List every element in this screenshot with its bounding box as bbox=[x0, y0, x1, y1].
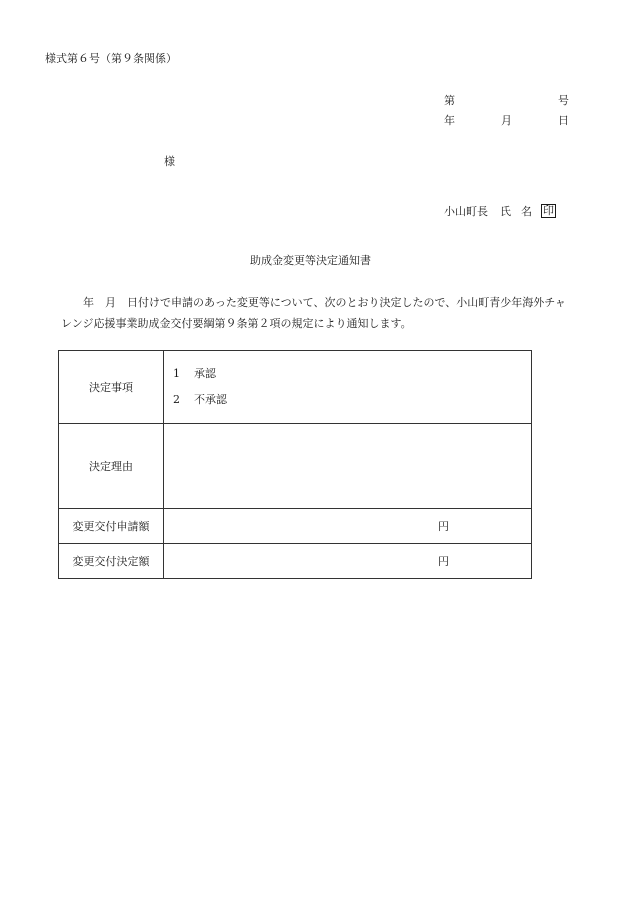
seal-mark: 印 bbox=[543, 204, 554, 217]
date-month-label: 月 bbox=[501, 114, 512, 127]
table-row bbox=[59, 544, 532, 579]
yen-unit: 円 bbox=[438, 555, 449, 568]
notification-body bbox=[61, 292, 571, 334]
body-month-label: 月 bbox=[105, 296, 116, 309]
decision-label: 決定事項 bbox=[59, 351, 164, 424]
option-reject[interactable] bbox=[173, 387, 531, 413]
requested-amount-label: 変更交付申請額 bbox=[59, 509, 164, 544]
requested-amount-field[interactable] bbox=[164, 509, 532, 544]
addressee-honorific: 様 bbox=[164, 155, 175, 168]
document-title: 助成金変更等決定通知書 bbox=[250, 254, 371, 267]
date-year-label: 年 bbox=[444, 114, 455, 127]
body-year-label: 年 bbox=[83, 296, 94, 309]
decision-table bbox=[58, 350, 532, 579]
table-row bbox=[59, 351, 532, 424]
option-number: 2 bbox=[173, 393, 180, 406]
issuer-line bbox=[444, 203, 556, 219]
decided-amount-label: 変更交付決定額 bbox=[59, 544, 164, 579]
reason-label: 決定理由 bbox=[59, 424, 164, 509]
date-day-label: 日 bbox=[558, 114, 569, 127]
option-label: 不承認 bbox=[194, 393, 227, 406]
document-number-suffix: 号 bbox=[558, 94, 569, 107]
option-approve[interactable] bbox=[173, 361, 531, 387]
option-number: 1 bbox=[173, 367, 180, 380]
issuer-name-label-1: 氏 bbox=[500, 205, 511, 218]
issuer-title: 小山町長 bbox=[444, 205, 488, 218]
document-number-label: 第 bbox=[444, 94, 455, 107]
table-row bbox=[59, 509, 532, 544]
reason-field[interactable] bbox=[164, 424, 532, 509]
form-number: 様式第６号（第９条関係） bbox=[45, 52, 177, 65]
yen-unit: 円 bbox=[438, 520, 449, 533]
table-row bbox=[59, 424, 532, 509]
decided-amount-field[interactable] bbox=[164, 544, 532, 579]
issuer-name-label-2: 名 bbox=[521, 205, 532, 218]
option-label: 承認 bbox=[194, 367, 216, 380]
body-text: 日付けで申請のあった変更等について、次のとおり決定したので、小山町青少年海外チャレンジ応援事業助成金交付要綱第９条第２項の規定により通知します。 bbox=[61, 296, 566, 330]
decision-options-cell bbox=[164, 351, 532, 424]
